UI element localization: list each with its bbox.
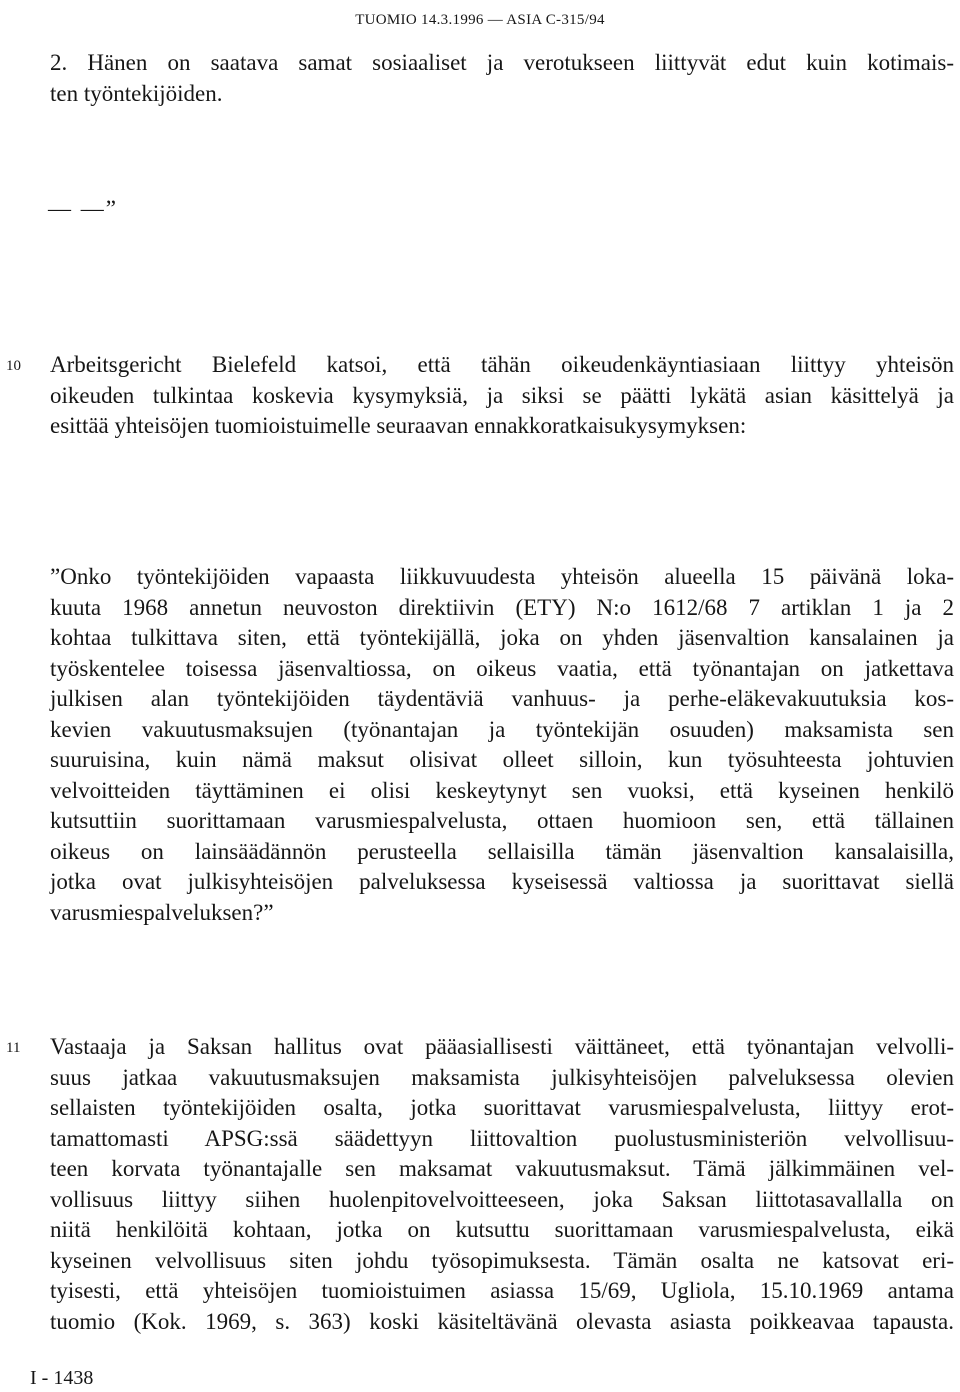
text-line: oikeus on lainsäädännön perusteella sellaisilla tämän jäsenvaltion kansalaisilla,: [50, 838, 954, 864]
text-line: niitä henkilöitä kohtaan, jotka on kutsuttu suorittamaan varusmiespalvelusta, eikä: [50, 1217, 954, 1242]
text-line: Arbeitsgericht Bielefeld katsoi, että tähän oikeudenkäyntiasiaan liittyy yhteisön: [50, 352, 954, 377]
paragraph-11: [50, 1032, 954, 1337]
text-line: vollisuus liittyy siihen huolenpitovelvoitteeseen, joka Saksan liittotasavallalla on: [50, 1186, 954, 1212]
intro-paragraph: [50, 48, 954, 109]
text-line: jotka ovat julkisyhteisöjen palveluksessa kyseisessä valtiossa ja suorittavat siellä: [50, 869, 954, 894]
text-line: kohtaa tulkittava siten, että työntekijällä, joka on yhden jäsenvaltion kansalainen ja: [50, 625, 954, 650]
text-line: tamattomasti APSG:ssä säädettyyn liittovaltion puolustusministeriön velvollisuu-: [50, 1125, 954, 1151]
text-line: suus jatkaa vakuutusmaksujen maksamista julkisyhteisöjen palveluksessa olevien: [50, 1064, 954, 1090]
text-line: teen korvata työnantajalle sen maksamat vakuutusmaksut. Tämä jälkimmäinen vel-: [50, 1156, 954, 1181]
paragraph-number: 10: [6, 358, 21, 374]
text-line: sellaisten työntekijöiden osalta, jotka suorittavat varusmiespalvelusta, liittyy erot-: [50, 1095, 954, 1120]
text-line: tuomio (Kok. 1969, s. 363) koski käsiteltävänä olevasta asiasta poikkeavaa tapausta.: [50, 1308, 954, 1334]
text-line: Vastaaja ja Saksan hallitus ovat pääasiallisesti väittäneet, että työnantajan velvolli-: [50, 1034, 954, 1059]
text-line: tyisesti, että yhteisöjen tuomioistuimen asiassa 15/69, Ugliola, 15.10.1969 antama: [50, 1278, 954, 1303]
quote-end-separator: — —”: [48, 196, 118, 221]
text-line: julkisen alan työntekijöiden täydentäviä vanhuus- ja perhe-eläkevakuutuksia kos-: [50, 686, 954, 711]
text-line: kuuta 1968 annetun neuvoston direktiivin (ETY) N:o 1612/68 7 artiklan 1 ja 2: [50, 594, 954, 620]
paragraph-10: [50, 350, 954, 442]
text-line: työskentelee toisessa jäsenvaltiossa, on oikeus vaatia, että työnantajan on jatkettava: [50, 655, 954, 681]
text-line: velvoitteiden täyttäminen ei olisi keskeytynyt sen vuoksi, että kyseinen henkilö: [50, 777, 954, 803]
text-line: kyseinen velvollisuus siten johdu työsopimuksesta. Tämän osalta ne katsovat eri-: [50, 1247, 954, 1273]
running-header: TUOMIO 14.3.1996 — ASIA C-315/94: [355, 12, 605, 28]
text-line: ten työntekijöiden.: [50, 80, 223, 106]
text-line: kevien vakuutusmaksujen (työnantajan ja työntekijän osuuden) maksamista sen: [50, 716, 954, 742]
page-number-footer: I - 1438: [30, 1367, 94, 1389]
paragraph-number: 11: [6, 1040, 21, 1056]
text-line: 2. Hänen on saatava samat sosiaaliset ja verotukseen liittyvät edut kuin kotimais-: [50, 50, 954, 75]
text-line: varusmiespalveluksen?”: [50, 899, 274, 925]
text-line: suuruisina, kuin nämä maksut olisivat olleet silloin, kun työsuhteesta johtuvien: [50, 747, 954, 772]
question-paragraph: [50, 562, 954, 928]
text-line: kutsuttiin suorittamaan varusmiespalvelusta, ottaen huomioon sen, että tällainen: [50, 808, 954, 833]
text-line: esittää yhteisöjen tuomioistuimelle seuraavan ennakkoratkaisukysymyksen:: [50, 413, 747, 438]
text-line: oikeuden tulkintaa koskevia kysymyksiä, ja siksi se päätti lykätä asian käsittelyä ja: [50, 382, 954, 408]
text-line: ”Onko työntekijöiden vapaasta liikkuvuudesta yhteisön alueella 15 päivänä loka-: [50, 564, 954, 589]
